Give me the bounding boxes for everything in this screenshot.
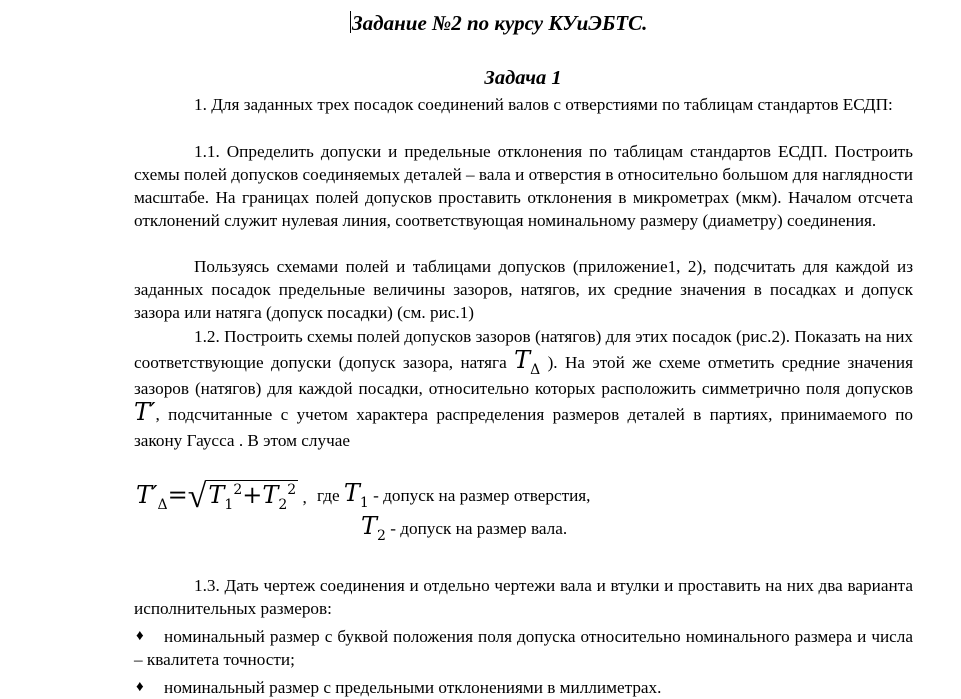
where-T2-symbol: T (361, 512, 378, 540)
paragraph-1-2-text (134, 324, 913, 454)
formula-sub-2: 2 (278, 496, 288, 513)
paragraph-1-2-part-c: , подсчитанные с учетом характера распределения размеров деталей в партиях, принимаемого по закону Гаусса . В этом случае (134, 405, 913, 450)
sqrt-icon: √ (187, 478, 207, 515)
paragraph-1 (134, 93, 913, 116)
formula-lhs (136, 481, 168, 513)
formula-T2: T (262, 481, 279, 509)
formula-radicand (206, 480, 298, 513)
formula-sup-2: 2 (287, 482, 297, 498)
bullet-text-2: номинальный размер с предельными отклонениями в миллиметрах. (164, 678, 662, 697)
paragraph-1-2-part-b: ). На этой же схеме отметить средние значения зазоров (натягов) для каждой посадки, относительно которых расположить симметрично поля допусков (134, 353, 913, 398)
formula-lhs-symbol: T′ (136, 481, 158, 509)
formula-tolerance (136, 478, 307, 518)
paragraph-1-text: 1. Для заданных трех посадок соединений валов с отверстиями по таблицам стандартов ЕСДП: (194, 95, 893, 114)
where-T2-sub: 2 (377, 527, 386, 544)
diamond-bullet-icon: ♦ (136, 628, 144, 644)
text-cursor (350, 11, 351, 33)
paragraph-using (134, 255, 913, 324)
tolerance-delta: Δ (530, 361, 541, 378)
diamond-bullet-icon: ♦ (136, 679, 144, 695)
paragraph-1-1-text: 1.1. Определить допуски и предельные отклонения по таблицам стандартов ЕСДП. Построить схемы полей допусков соединяемых деталей – вала и отверстия в относительно большом для наглядности масштабе. На границах полей допусков проставить отклонения в микрометрах (мкм). Началом отсчета отклонений служит нулевая линия, соответствующая номинальному размеру (диаметру) соединения. (134, 142, 913, 230)
where-T1-sub: 1 (359, 494, 369, 511)
paragraph-1-2 (134, 324, 913, 454)
bullet-item-1 (134, 625, 913, 671)
formula-T1: T (208, 481, 225, 509)
bullet-text-1: номинальный размер с буквой положения поля допуска относительно номинального размера и числа – квалитета точности; (134, 627, 913, 669)
formula-comma: , (298, 488, 307, 507)
formula-lhs-delta: Δ (157, 496, 168, 513)
formula-sub-1: 1 (224, 496, 234, 513)
section-title: Задача 1 (484, 67, 562, 89)
tolerance-T: T (514, 346, 531, 374)
where-T1 (343, 479, 369, 511)
paragraph-1-1 (134, 140, 913, 232)
formula-equals: = (167, 481, 188, 509)
where-T2-desc: - допуск на размер вала. (385, 519, 568, 538)
page-title-text: Задание №2 по курсу КУиЭБТС. (352, 11, 648, 35)
where-T2 (361, 512, 386, 544)
paragraph-using-text: Пользуясь схемами полей и таблицами допусков (приложение1, 2), подсчитать для каждой из заданных посадок предельные величины зазоров, натягов, их средние значения в посадках и допуск зазора или натяга (допуск посадки) (см. рис.1) (134, 257, 913, 322)
where-word: где (317, 486, 340, 505)
tolerance-symbol (514, 346, 541, 378)
page-title (350, 11, 710, 36)
paragraph-1-2-part-a: 1.2. Построить схемы полей допусков зазоров (натягов) для этих посадок (рис.2). Показать на них соответствующие допуски (допуск зазора, натяга (134, 327, 913, 372)
bullet-item-2 (134, 676, 913, 699)
where-line-1 (317, 479, 591, 511)
where-line-2 (361, 512, 568, 544)
where-T1-desc: - допуск на размер отверстия, (368, 486, 591, 505)
paragraph-1-3 (134, 574, 913, 620)
where-T1-symbol: T (343, 479, 360, 507)
tolerance-prime-symbol: T′ (134, 398, 156, 426)
formula-sup-1: 2 (233, 482, 243, 498)
paragraph-1-3-text: 1.3. Дать чертеж соединения и отдельно чертежи вала и втулки и проставить на них два варианта исполнительных размеров: (134, 576, 913, 618)
formula-plus: + (242, 481, 263, 509)
